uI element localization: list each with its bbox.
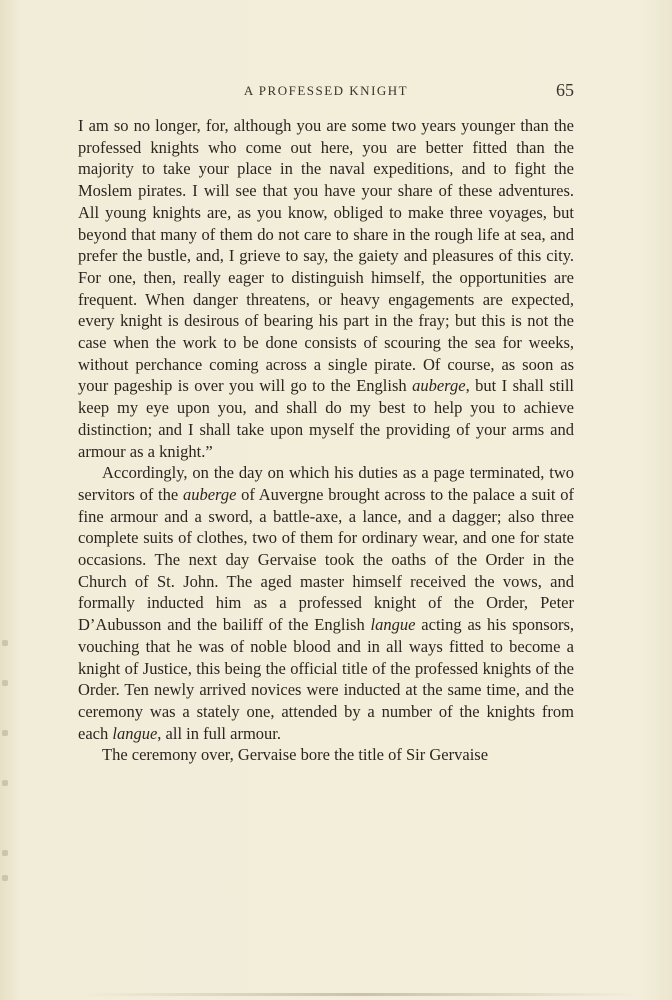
text-run: , but I shall still keep my eye upon you, and shall do my best to help you to achieve distinction; and I shall take upon myself the providing of your arms and armour as a knight.” xyxy=(78,376,574,461)
text-run: , all in full armour. xyxy=(157,723,282,743)
italic-term: auberge xyxy=(182,484,237,504)
paragraph xyxy=(78,744,574,766)
text-run: of Auvergne brought across to the palace a suit of fine armour and a sword, a battle-axe, a lance, and a dagger; also three complete suits of clothes, two of them for ordinary wear, and one for state occasions. The next day Gervaise took the oaths of the Order in the Church of St. John. The aged master himself received the vows, and formally inducted him as a professed knight of the Order, Peter D’Aubusson and the bailiff of the English xyxy=(78,484,574,635)
text-run: Accordingly, on the day on which his duties as a page terminated, two servitors of the xyxy=(78,463,574,504)
running-head xyxy=(78,80,574,102)
text-run: The ceremony over, Gervaise bore the title of Sir Gervaise xyxy=(102,745,489,765)
italic-term: langue xyxy=(370,615,416,635)
gutter-speck xyxy=(2,875,8,881)
italic-term: auberge xyxy=(412,376,466,396)
gutter-speck xyxy=(2,680,8,686)
italic-term: langue xyxy=(112,723,158,743)
page-edge-shadow xyxy=(80,993,640,996)
gutter-marks xyxy=(2,640,10,900)
page-number: 65 xyxy=(556,80,574,100)
gutter-speck xyxy=(2,640,8,646)
gutter-speck xyxy=(2,730,8,736)
paragraph xyxy=(78,115,574,462)
running-title: A PROFESSED KNIGHT xyxy=(243,83,409,98)
gutter-speck xyxy=(2,850,8,856)
paragraph xyxy=(78,462,574,744)
body-text xyxy=(78,115,574,766)
gutter-speck xyxy=(2,780,8,786)
text-run: I am so no longer, for, although you are some two years younger than the professed knights who come out here, you are better fitted than the majority to take your place in the naval expeditions, and to fight the Moslem pirates. I will see that you have your share of these adventures. All young knights are, as you know, obliged to make three voyages, but beyond that many of them do not care to share in the rough life at sea, and prefer the bustle, and, I grieve to say, the gaiety and pleasures of this city. For one, then, really eager to distinguish himself, the opportunities are frequent. When danger threatens, or heavy engagements are expected, every knight is desirous of bearing his part in the fray; but this is not the case when the work to be done consists of scouring the sea for weeks, without perchance coming across a single pirate. Of course, as soon as your pageship is over you will go to the English xyxy=(78,116,574,396)
text-run: acting as his sponsors, vouching that he was of noble blood and in all ways fitted to become a knight of Justice, this being the official title of the professed knights of the Order. Ten newly arrived novices were inducted at the same time, and the ceremony was a stately one, attended by a number of the knights from each xyxy=(78,615,574,743)
